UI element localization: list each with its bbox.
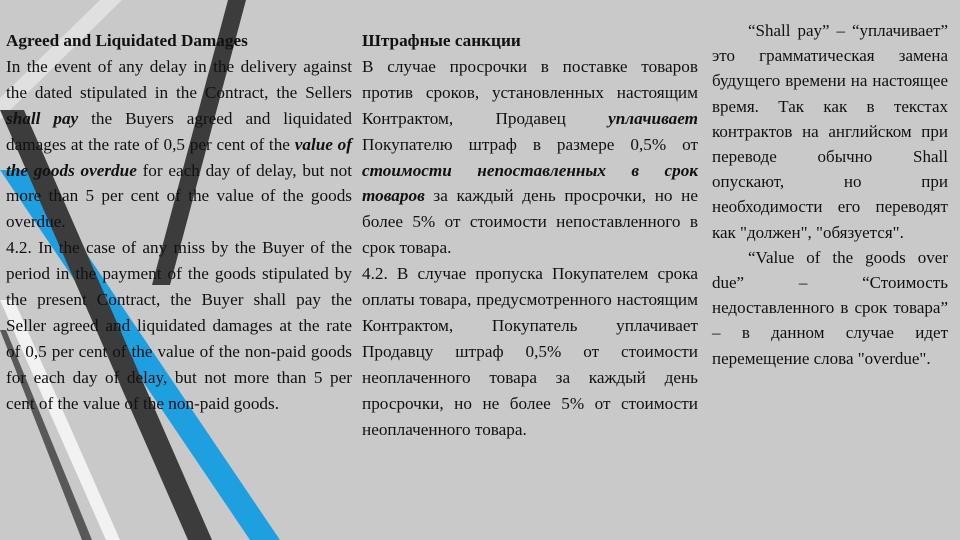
russian-column (362, 28, 698, 443)
russian-paragraph-1 (362, 54, 698, 261)
russian-heading: Штрафные санкции (362, 31, 521, 50)
russian-p1-text-c: Покупателю штраф в размере 0,5% от (362, 134, 698, 154)
russian-p1-uplachivaet: уплачивает (608, 108, 698, 128)
commentary-paragraph-2: “Value of the goods over due” – “Стоимость недоставленного в срок товара” – в данном случае идет перемещение слова "overdue". (712, 247, 948, 368)
english-column (6, 28, 352, 417)
russian-p1-text-a: В случае просрочки в поставке товаров против сроков, установленных настоящим Контрактом, Продавец (362, 56, 698, 128)
russian-paragraph-2: 4.2. В случае пропуска Покупателем срока оплаты товара, предусмотренного настоящим Контрактом, Покупатель уплачивает Продавцу штраф 0,5% от стоимости неоплаченного товара за каждый день просрочки, но не более 5% от стоимости неоплаченного товара. (362, 264, 698, 439)
english-p1-shall-pay: shall pay (6, 108, 79, 128)
commentary-paragraph-1: “Shall pay” – “уплачивает” это грамматическая замена будущего времени на настоящее время. Так как в текстах контрактов на английском при переводе обычно Shall опускают, но при необходимости его переводят как "должен", "обязуется". (712, 21, 948, 242)
russian-p1-stoimost: стоимости непоставленных в срок товаров (362, 160, 698, 206)
english-p1-text-a: In the event of any delay in the delivery against the dated stipulated in the Contract, the Sellers (6, 56, 352, 102)
commentary-column (712, 18, 948, 371)
english-paragraph-1 (6, 54, 352, 235)
english-p1-text-c: the Buyers agreed and liquidated damages at the rate of 0,5 per cent of the (6, 108, 352, 154)
english-p1-value-overdue: value of the goods overdue (6, 134, 352, 180)
english-p1-text-e: for each day of delay, but not more than 5 per cent of the value of the goods overdue. (6, 160, 352, 232)
english-heading: Agreed and Liquidated Damages (6, 31, 248, 50)
english-paragraph-2: 4.2. In the case of any miss by the Buyer of the period in the payment of the goods stipulated by the present Contract, the Buyer shall pay the Seller agreed and liquidated damages at the rate of 0,5 per cent of the value of the non-paid goods for each day of delay, but not more than 5 per cent of the value of the non-paid goods. (6, 238, 352, 413)
russian-p1-text-e: за каждый день просрочки, но не более 5% от стоимости непоставленного в срок товара. (362, 186, 698, 258)
